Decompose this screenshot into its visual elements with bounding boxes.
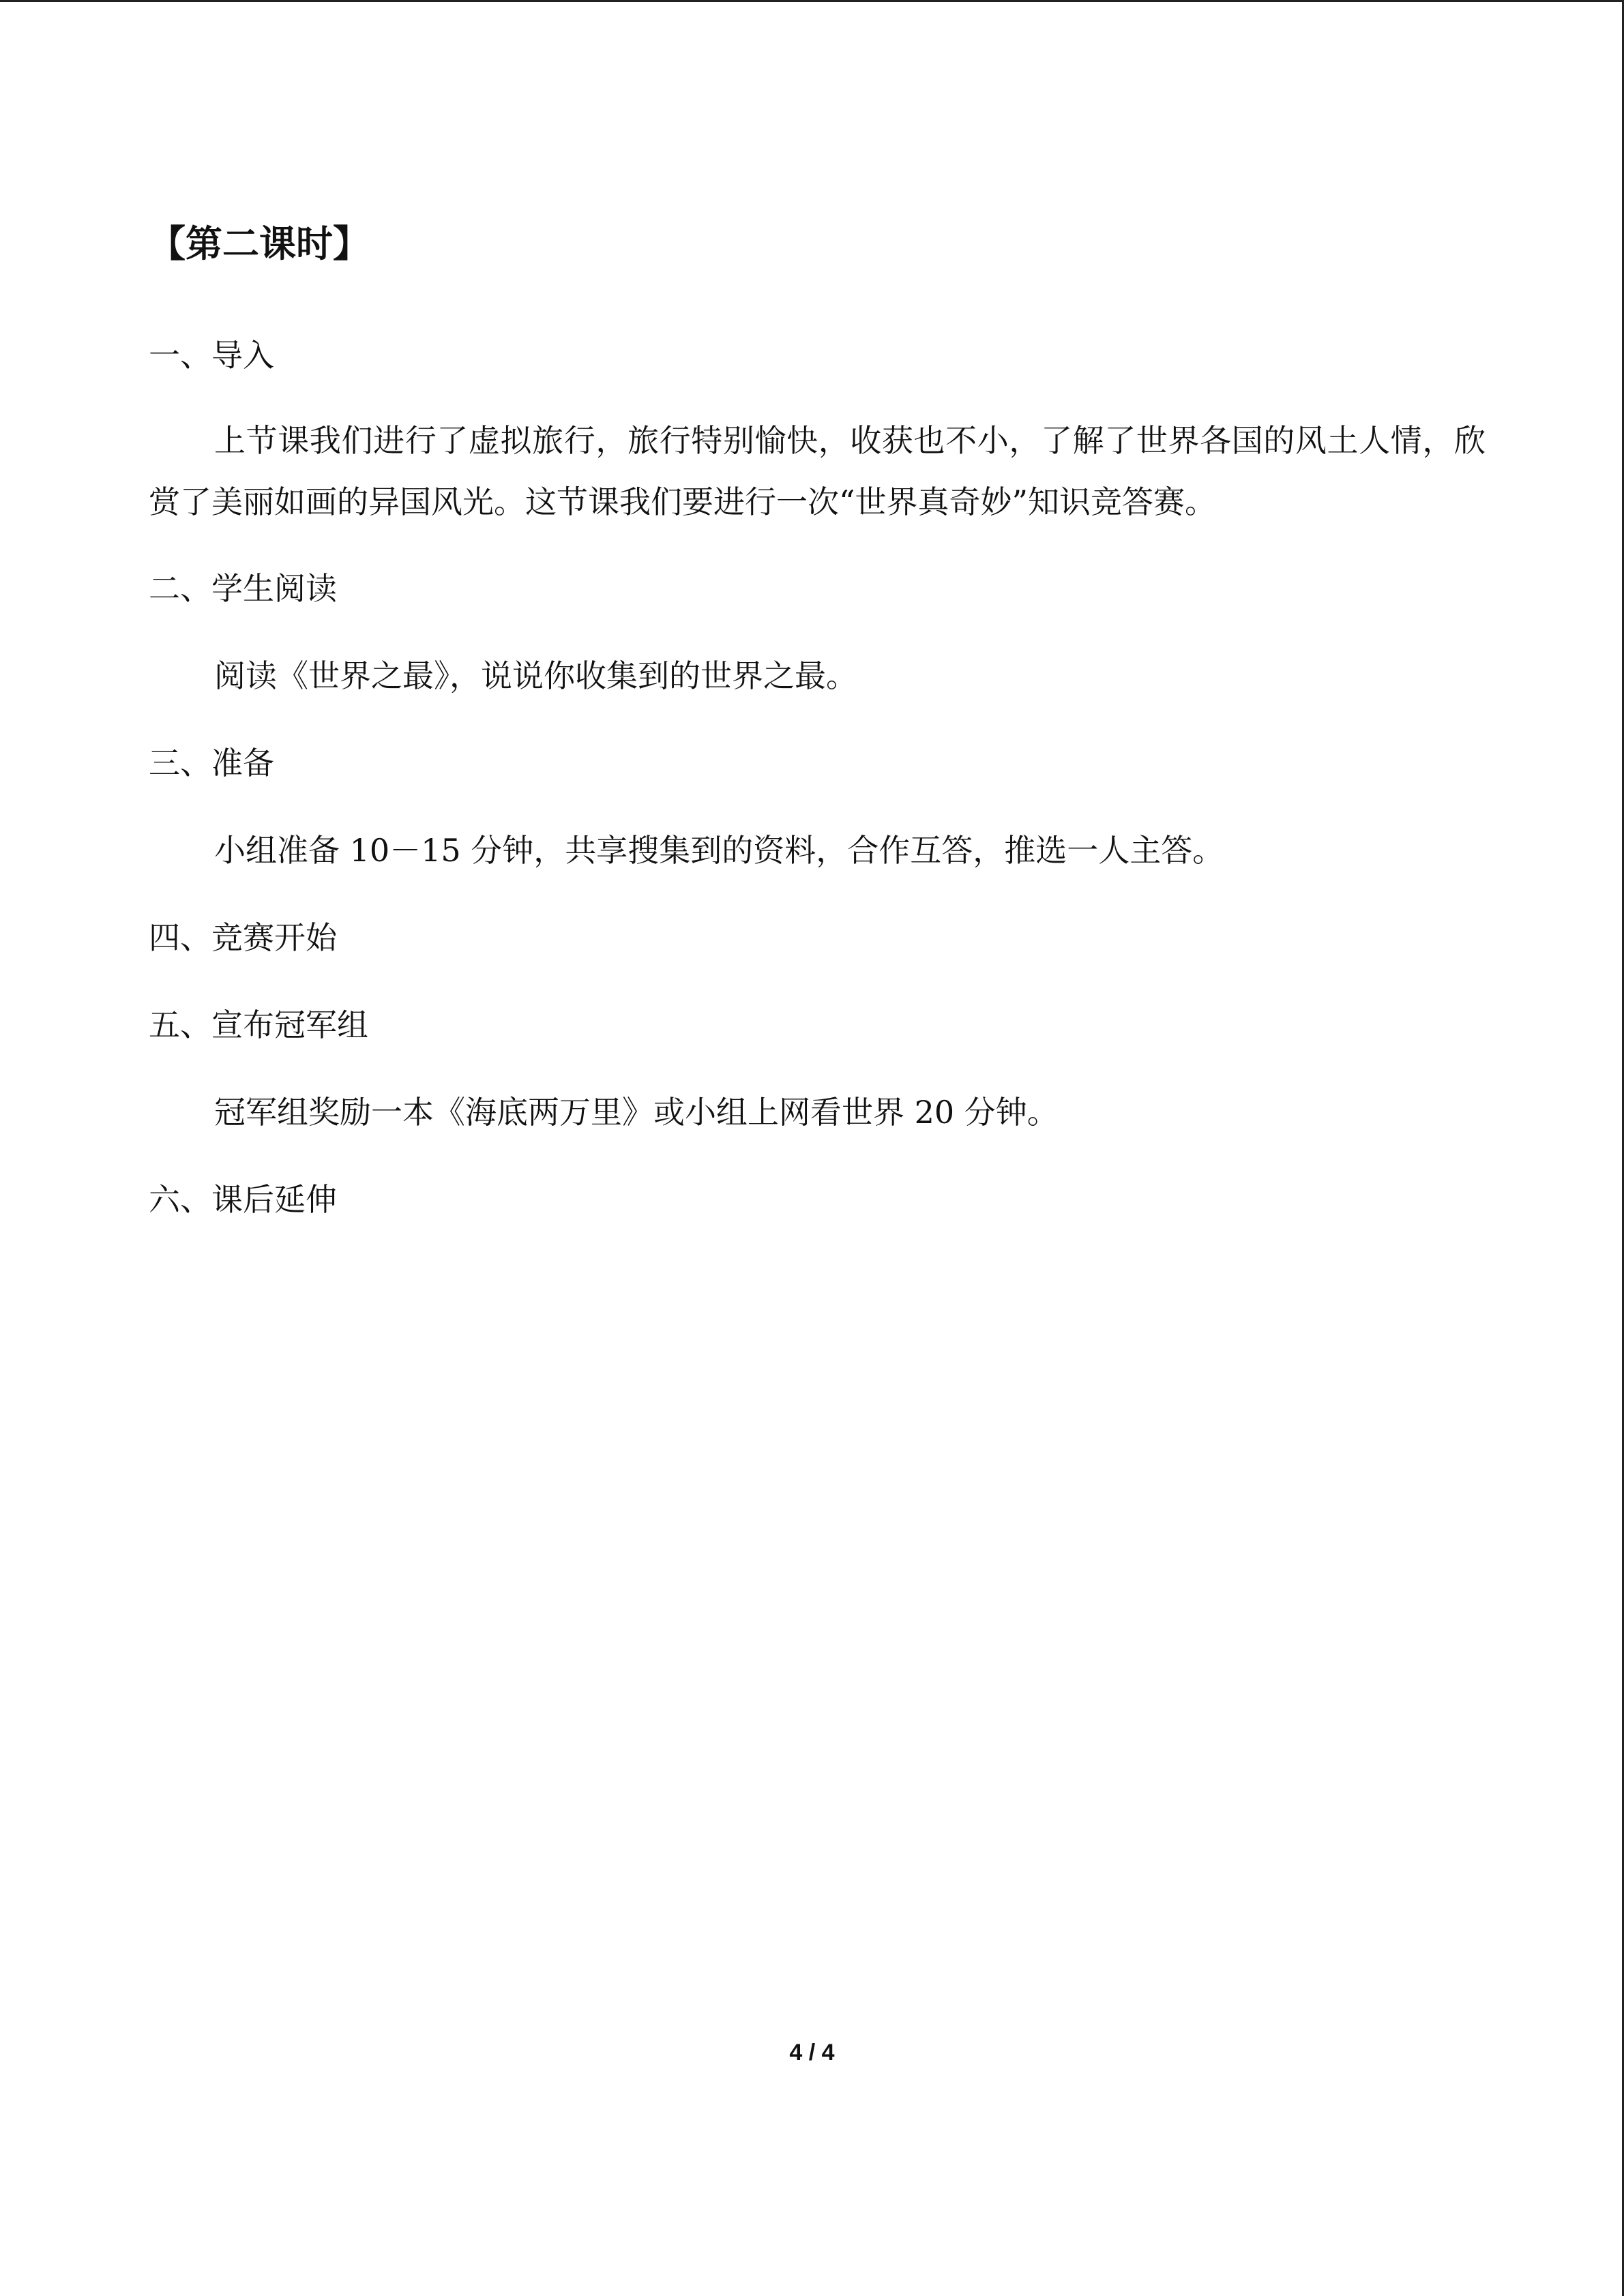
heading-student-reading: 二、学生阅读	[149, 570, 337, 607]
heading-after-class-extension: 六、课后延伸	[149, 1181, 337, 1218]
heading-introduction: 一、导入	[149, 337, 274, 374]
paragraph-preparation: 小组准备 10－15 分钟，共享搜集到的资料，合作互答，推选一人主答。	[214, 832, 1224, 869]
section-title: 【第二课时】	[149, 222, 370, 265]
heading-preparation: 三、准备	[149, 745, 274, 781]
paragraph-champion-reward: 冠军组奖励一本《海底两万里》或小组上网看世界 20 分钟。	[214, 1094, 1059, 1131]
heading-announce-champion: 五、宣布冠军组	[149, 1007, 368, 1043]
paragraph-introduction: 上节课我们进行了虚拟旅行，旅行特别愉快，收获也不小，了解了世界各国的风土人情，欣赏了美丽如画的异国风光。这节课我们要进行一次“世界真奇妙”知识竞答赛。	[149, 422, 1486, 520]
paragraph-student-reading: 阅读《世界之最》，说说你收集到的世界之最。	[214, 657, 857, 694]
heading-contest-start: 四、竞赛开始	[149, 919, 337, 956]
page-number: 4 / 4	[789, 2040, 835, 2066]
